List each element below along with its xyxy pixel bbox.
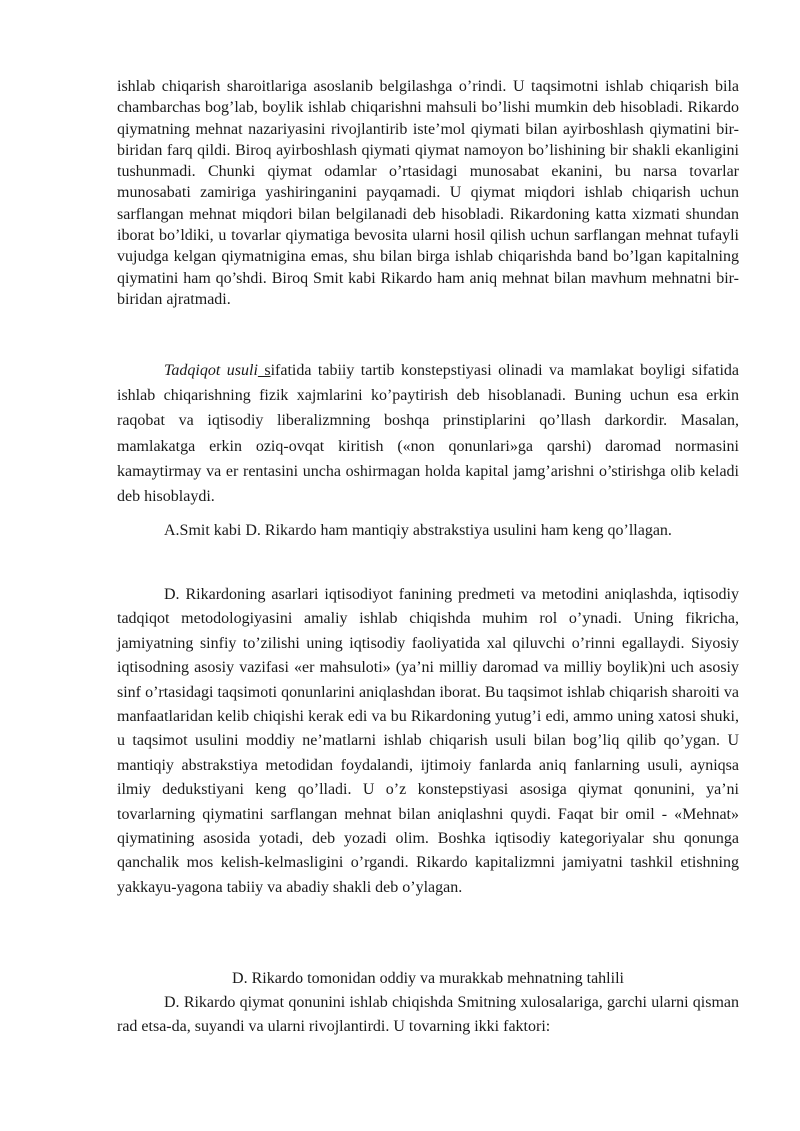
paragraph-research-method <box>117 358 739 509</box>
heading-text: D. Rikardo tomonidan oddiy va murakkab mehnatning tahlili <box>232 970 624 987</box>
section-heading <box>117 967 739 991</box>
italic-lead-phrase: Tadqiqot usuli <box>164 362 258 379</box>
paragraph-text: D. Rikardo qiymat qonunini ishlab chiqishda Smitning xulosalariga, garchi ularni qisman rad etsa-da, suyandi va ularni rivojlantirdi. U tovarning ikki faktori: <box>117 994 739 1035</box>
paragraph-value-law <box>117 991 739 1039</box>
paragraph-text: D. Rikardoning asarlari iqtisodiyot fanining predmeti va metodini aniqlashda, iqtisodiy tadqiqot metodologiyasini amaliy ishlab chiqishda muhim rol o’ynadi. Uning fikricha, jamiyatning sinfiy to’zilishi uning iqtisodiy faoliyatida xal qiluvchi o’rinni egallaydi. Siyosiy iqtisodning asosiy vazifasi «er mahsuloti» (ya’ni milliy daromad va milliy boylik)ni uch asosiy sinf o’rtasidagi taqsimoti qonunlarini aniqlashdan iborat. Bu taqsimot ishlab chiqarish sharoiti va manfaatlaridan kelib chiqishi kerak edi va bu Rikardoning yutug’i edi, ammo uning xatosi shuki, u taqsimot usulini moddiy ne’matlarni ishlab chiqarish usuli bilan bog’liq qilib qo’ygan. U mantiqiy abstrakstiya metodidan foydalandi, ijtimoiy fanlarda aniq fanlarning usuli, ayniqsa ilmiy dedukstiyani keng qo’lladi. U o’z konstepstiyasi asosiga qiymat qonunini, ya’ni tovarlarning qiymatini sarflangan mehnat bilan aniqlashni quydi. Faqat bir omil - «Mehnat» qiymatining asosida yotadi, deb yozadi olim. Boshka iqtisodiy kategoriyalar shu qonunga qanchalik mos kelish-kelmasligini o’rgandi. Rikardo kapitalizmni jamiyatni tashkil etishning yakkayu-yagona tabiiy va abadiy shakli deb o’ylagan. <box>117 586 739 896</box>
paragraph-abstraction <box>117 518 739 544</box>
paragraph-methodology <box>117 583 739 900</box>
paragraph-text: A.Smit kabi D. Rikardo ham mantiqiy abstrakstiya usulini ham keng qo’llagan. <box>164 522 672 539</box>
paragraph-text <box>117 358 739 509</box>
paragraph-continuation <box>117 76 739 310</box>
underlined-fragment: s <box>257 362 271 379</box>
paragraph-rest: ifatida tabiiy tartib konstepstiyasi olinadi va mamlakat boyligi sifatida ishlab chiqarishning fizik xajmlarini ko’paytirish deb hisoblanadi. Buning uchun esa erkin raqobat va iqtisodiy liberalizmning boshqa prinstiplarini qo’llash darkordir. Masalan, mamlakatga erkin oziq-ovqat kiritish («non qonunlari»ga qarshi) daromad normasini kamaytirmay va er rentasini uncha oshirmagan holda kapital jamg’arishni o’stirishga olib keladi deb hisoblaydi. <box>117 362 739 506</box>
paragraph-text: ishlab chiqarish sharoitlariga asoslanib belgilashga o’rindi. U taqsimotni ishlab chiqarish bila chambarchas bog’lab, boylik ishlab chiqarishni mahsuli bo’lishi mumkin deb hisobladi. Rikardo qiymatning mehnat nazariyasini rivojlantirib iste’mol qiymati bilan ayirboshlash qiymatini bir-biridan farq qildi. Biroq ayirboshlash qiymati qiymat namoyon bo’lishining bir shakli ekanligini tushunmadi. Chunki qiymat odamlar o’rtasidagi munosabat ekanini, bu narsa tovarlar munosabati zamiriga yashiringanini payqamadi. U qiymat miqdori ishlab chiqarish uchun sarflangan mehnat miqdori bilan belgilanadi deb hisobladi. Rikardoning katta xizmati shundan iborat bo’ldiki, u tovarlar qiymatiga bevosita ularni hosil qilish uchun sarflangan mehnat tufayli vujudga kelgan qiymatnigina emas, shu bilan birga ishlab chiqarishda band bo’lgan kapitalning qiymatini ham qo’shdi. Biroq Smit kabi Rikardo ham aniq mehnat bilan mavhum mehnatni bir-biridan ajratmadi. <box>117 78 739 308</box>
